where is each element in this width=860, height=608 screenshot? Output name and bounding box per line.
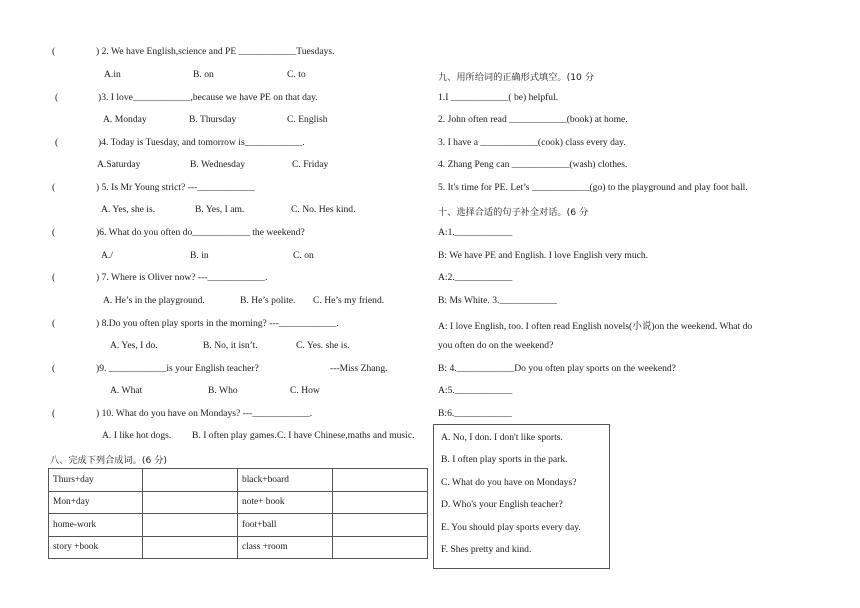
- fill-item-5[interactable]: 5. It's time for PE. Let’s ____________(go) to the playground and play foot ball.: [438, 182, 748, 193]
- option-b[interactable]: B. I often play games.: [192, 430, 277, 441]
- answer-bracket[interactable]: (: [52, 408, 56, 419]
- dialog-line[interactable]: A:1.____________: [438, 227, 513, 238]
- option-c[interactable]: C. He’s my friend.: [313, 295, 385, 306]
- option-c[interactable]: C. English: [287, 114, 328, 125]
- answer-bracket[interactable]: (: [52, 272, 56, 283]
- table-cell: class +room: [238, 536, 333, 559]
- question-8: ) 8.Do you often play sports in the morning? ---____________.: [96, 318, 339, 329]
- option-c[interactable]: C. How: [290, 385, 320, 396]
- sentence-option[interactable]: A. No, I don. I don't like sports.: [441, 432, 563, 443]
- answer-bracket[interactable]: (: [55, 137, 59, 148]
- answer-cell[interactable]: [333, 514, 428, 537]
- question-9: )9. ____________is your English teacher?: [96, 363, 259, 374]
- option-a[interactable]: A. What: [110, 385, 143, 396]
- option-a[interactable]: A. He’s in the playground.: [103, 295, 205, 306]
- sentence-option[interactable]: F. Shes pretty and kind.: [441, 544, 532, 555]
- fill-item-1[interactable]: 1.I ____________( be) helpful.: [438, 92, 559, 103]
- table-row: [49, 514, 428, 537]
- question-2: ) 2. We have English,science and PE ____________Tuesdays.: [96, 46, 335, 57]
- question-6: )6. What do you often do____________ the weekend?: [96, 227, 305, 238]
- dialog-line[interactable]: B: Ms White. 3.____________: [438, 295, 557, 306]
- option-b[interactable]: B. No, it isn’t.: [203, 340, 258, 351]
- option-c[interactable]: C. I have Chinese,maths and music.: [277, 430, 415, 441]
- dialog-line: A: I love English, too. I often read English novels(小说)on the weekend. What do: [438, 321, 753, 332]
- table-cell: note+ book: [238, 491, 333, 514]
- option-b[interactable]: B. He’s polite.: [240, 295, 296, 306]
- answer-bracket[interactable]: (: [55, 92, 59, 103]
- answer-bracket[interactable]: (: [52, 227, 56, 238]
- option-a[interactable]: A.Saturday: [97, 159, 141, 170]
- option-a[interactable]: A. Yes, I do.: [110, 340, 158, 351]
- table-cell: foot+ball: [238, 514, 333, 537]
- answer-cell[interactable]: [143, 469, 238, 492]
- dialog-line[interactable]: B: 4.____________Do you often play sports on the weekend?: [438, 363, 676, 374]
- option-c[interactable]: C. Friday: [292, 159, 329, 170]
- table-row: [49, 469, 428, 492]
- answer-bracket[interactable]: (: [52, 318, 56, 329]
- sentence-option[interactable]: E. You should play sports every day.: [441, 522, 581, 533]
- table-cell: black+board: [238, 469, 333, 492]
- section-9-title: 九、用所给词的正确形式填空。(10 分: [438, 72, 595, 83]
- option-b[interactable]: B. Wednesday: [190, 159, 246, 170]
- answer-bracket[interactable]: (: [52, 46, 56, 57]
- table-row: [49, 491, 428, 514]
- fill-item-2[interactable]: 2. John often read ____________(book) at home.: [438, 114, 628, 125]
- question-7: ) 7. Where is Oliver now? ---____________.: [96, 272, 268, 283]
- option-b[interactable]: B. Who: [208, 385, 238, 396]
- table-row: [49, 536, 428, 559]
- fill-item-4[interactable]: 4. Zhang Peng can ____________(wash) clothes.: [438, 159, 628, 170]
- option-b[interactable]: B. in: [190, 250, 209, 261]
- answer-cell[interactable]: [143, 514, 238, 537]
- table-cell: Thurs+day: [49, 469, 143, 492]
- answer-cell[interactable]: [143, 536, 238, 559]
- dialog-line[interactable]: A:5.____________: [438, 385, 513, 396]
- answer-cell[interactable]: [143, 491, 238, 514]
- section-10-title: 十、选择合适的句子补全对话。(6 分: [438, 207, 589, 218]
- fill-item-3[interactable]: 3. I have a ____________(cook) class every day.: [438, 137, 626, 148]
- dialog-line[interactable]: A:2.____________: [438, 272, 513, 283]
- sentence-option[interactable]: B. I often play sports in the park.: [441, 454, 568, 465]
- table-cell: Mon+day: [49, 491, 143, 514]
- option-a[interactable]: A.in: [104, 69, 121, 80]
- dialog-line: you often do on the weekend?: [438, 340, 554, 351]
- question-10: ) 10. What do you have on Mondays? ---____________.: [96, 408, 313, 419]
- option-a[interactable]: A. Yes, she is.: [101, 204, 156, 215]
- question-5: ) 5. Is Mr Young strict? ---____________: [96, 182, 255, 193]
- option-c[interactable]: C. No. Hes kind.: [291, 204, 356, 215]
- question-9-answer: ---Miss Zhang.: [330, 363, 388, 374]
- option-a[interactable]: A./: [101, 250, 113, 261]
- question-3: )3. I love____________,because we have PE on that day.: [98, 92, 318, 103]
- sentence-option[interactable]: D. Who's your English teacher?: [441, 499, 563, 510]
- table-cell: home-work: [49, 514, 143, 537]
- dialog-line: B: We have PE and English. I love English very much.: [438, 250, 649, 261]
- option-b[interactable]: B. Yes, I am.: [195, 204, 245, 215]
- option-b[interactable]: B. on: [193, 69, 214, 80]
- section-8-title: 八、完成下列合成词。(6 分): [50, 455, 167, 466]
- compound-word-table: [48, 468, 428, 559]
- answer-bracket[interactable]: (: [52, 363, 56, 374]
- answer-cell[interactable]: [333, 536, 428, 559]
- option-b[interactable]: B. Thursday: [189, 114, 237, 125]
- question-4: )4. Today is Tuesday, and tomorrow is____________.: [98, 137, 305, 148]
- answer-cell[interactable]: [333, 469, 428, 492]
- answer-cell[interactable]: [333, 491, 428, 514]
- option-c[interactable]: C. to: [287, 69, 306, 80]
- option-c[interactable]: C. on: [293, 250, 314, 261]
- option-c[interactable]: C. Yes. she is.: [296, 340, 350, 351]
- option-a[interactable]: A. I like hot dogs.: [102, 430, 172, 441]
- sentence-option[interactable]: C. What do you have on Mondays?: [441, 477, 577, 488]
- option-a[interactable]: A. Monday: [103, 114, 147, 125]
- answer-bracket[interactable]: (: [52, 182, 56, 193]
- sentence-options-box: [433, 424, 610, 569]
- table-cell: story +book: [49, 536, 143, 559]
- dialog-line[interactable]: B:6.____________: [438, 408, 512, 419]
